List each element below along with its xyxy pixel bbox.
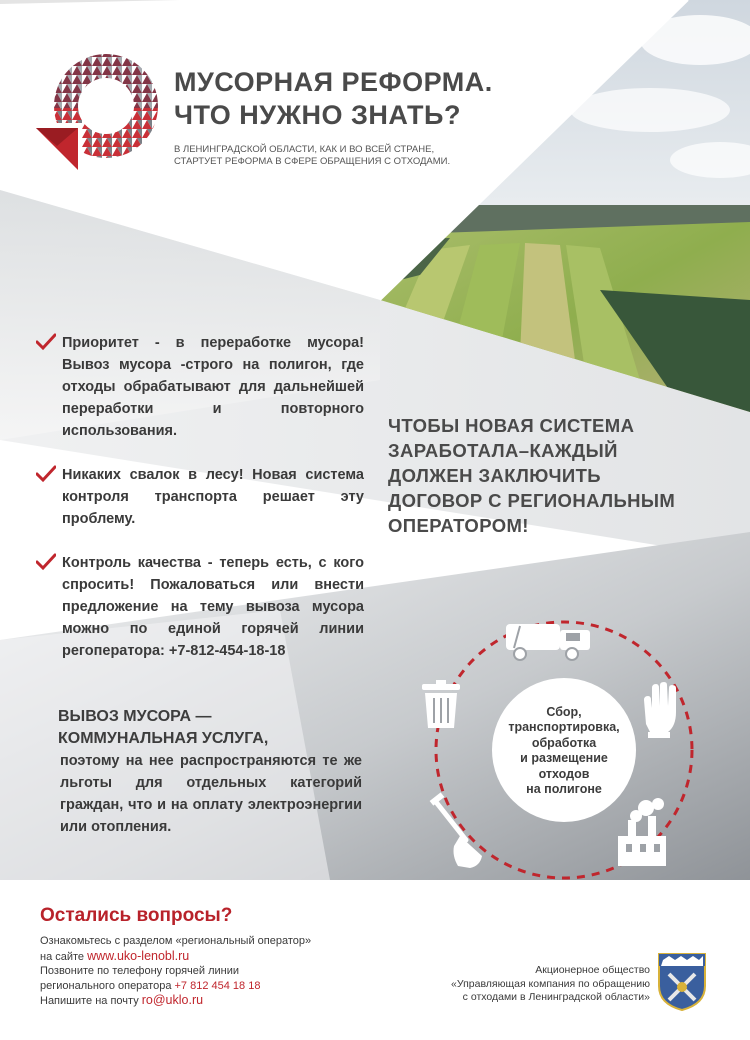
checklist bbox=[36, 332, 364, 684]
website-link[interactable]: www.uko-lenobl.ru bbox=[87, 948, 190, 963]
contact-prefix: на сайте bbox=[40, 950, 88, 963]
organization-line: Акционерное общество bbox=[535, 964, 650, 976]
phone-link[interactable]: +7 812 454 18 18 bbox=[174, 979, 261, 992]
cta-line: ЧТОБЫ НОВАЯ СИСТЕМА bbox=[388, 415, 635, 436]
subtitle-line: СТАРТУЕТ РЕФОРМА В СФЕРЕ ОБРАЩЕНИЯ С ОТХОДАМИ. bbox=[174, 156, 451, 167]
title-line: МУСОРНАЯ РЕФОРМА. bbox=[174, 67, 493, 97]
call-to-action bbox=[388, 413, 728, 538]
contact-prefix: Напишите на почту bbox=[40, 995, 142, 1007]
organization-line: с отходами в Ленинградской области» bbox=[462, 991, 650, 1003]
service-body: поэтому на нее распространяются те же льготы для отдельных категорий граждан, что и на оплату электроэнергии или отопления. bbox=[60, 753, 362, 835]
list-item bbox=[36, 552, 364, 662]
cta-line: ЗАРАБОТАЛА–КАЖДЫЙ bbox=[388, 440, 618, 461]
check-icon bbox=[36, 465, 56, 483]
list-item bbox=[36, 464, 364, 530]
check-icon bbox=[36, 553, 56, 571]
organization-name bbox=[410, 964, 650, 1005]
title-line: ЧТО НУЖНО ЗНАТЬ? bbox=[174, 100, 461, 130]
cta-line: ДОГОВОР С РЕГИОНАЛЬНЫМ bbox=[388, 490, 676, 511]
subtitle-line: В ЛЕНИНГРАДСКОЙ ОБЛАСТИ, КАК И ВО ВСЕЙ СТРАНЕ, bbox=[174, 144, 435, 155]
questions-heading: Остались вопросы? bbox=[40, 905, 233, 926]
cycle-line: и размещение bbox=[520, 751, 608, 765]
service-heading-line: КОММУНАЛЬНАЯ УСЛУГА, bbox=[58, 730, 269, 747]
shovel-icon bbox=[430, 792, 482, 868]
region-crest-icon bbox=[657, 952, 707, 1012]
page-title bbox=[174, 66, 554, 132]
list-item-text: Приоритет - в переработке мусора! Вывоз мусора -строго на полигон, где отходы обрабатывают для дальнейшей переработки и повторного использования. bbox=[62, 335, 364, 439]
service-heading-line: ВЫВОЗ МУСОРА — bbox=[58, 708, 212, 725]
cycle-line: Сбор, bbox=[546, 704, 582, 719]
contact-prefix: регионального оператора bbox=[40, 979, 175, 992]
email-link[interactable]: ro@uklo.ru bbox=[141, 993, 204, 1007]
cta-line: ОПЕРАТОРОМ! bbox=[388, 515, 529, 536]
cta-line: ДОЛЖЕН ЗАКЛЮЧИТЬ bbox=[388, 465, 601, 486]
cycle-line: обработка bbox=[531, 735, 597, 750]
organization-line: «Управляющая компания по обращению bbox=[451, 977, 650, 990]
list-item-text: Контроль качества - теперь есть, с кого спросить! Пожаловаться или внести предложение на тему вывоза мусора можно по единой горячей линии регоператора: +7-812-454-18-18 bbox=[62, 555, 364, 659]
contact-line bbox=[40, 949, 360, 965]
glove-icon bbox=[644, 682, 676, 738]
cycle-center-label bbox=[494, 673, 634, 829]
contact-line bbox=[40, 979, 360, 994]
check-icon bbox=[36, 333, 56, 351]
list-item bbox=[36, 332, 364, 442]
trash-bin-icon bbox=[422, 680, 460, 728]
contact-line: Ознакомьтесь с разделом «региональный оператор» bbox=[40, 935, 312, 947]
cycle-line: транспортировка, bbox=[508, 720, 620, 734]
cycle-line: на полигоне bbox=[526, 782, 602, 796]
reform-logo bbox=[32, 48, 162, 173]
list-item-text: Никаких свалок в лесу! Новая система контроля транспорта решает эту проблему. bbox=[62, 467, 364, 527]
cycle-line: отходов bbox=[538, 766, 590, 781]
service-heading bbox=[58, 706, 358, 750]
contact-info bbox=[40, 934, 360, 1009]
contact-line: Позвоните по телефону горячей линии bbox=[40, 965, 240, 977]
truck-icon bbox=[506, 624, 590, 660]
contact-line bbox=[40, 993, 360, 1009]
page-subtitle bbox=[174, 144, 504, 168]
